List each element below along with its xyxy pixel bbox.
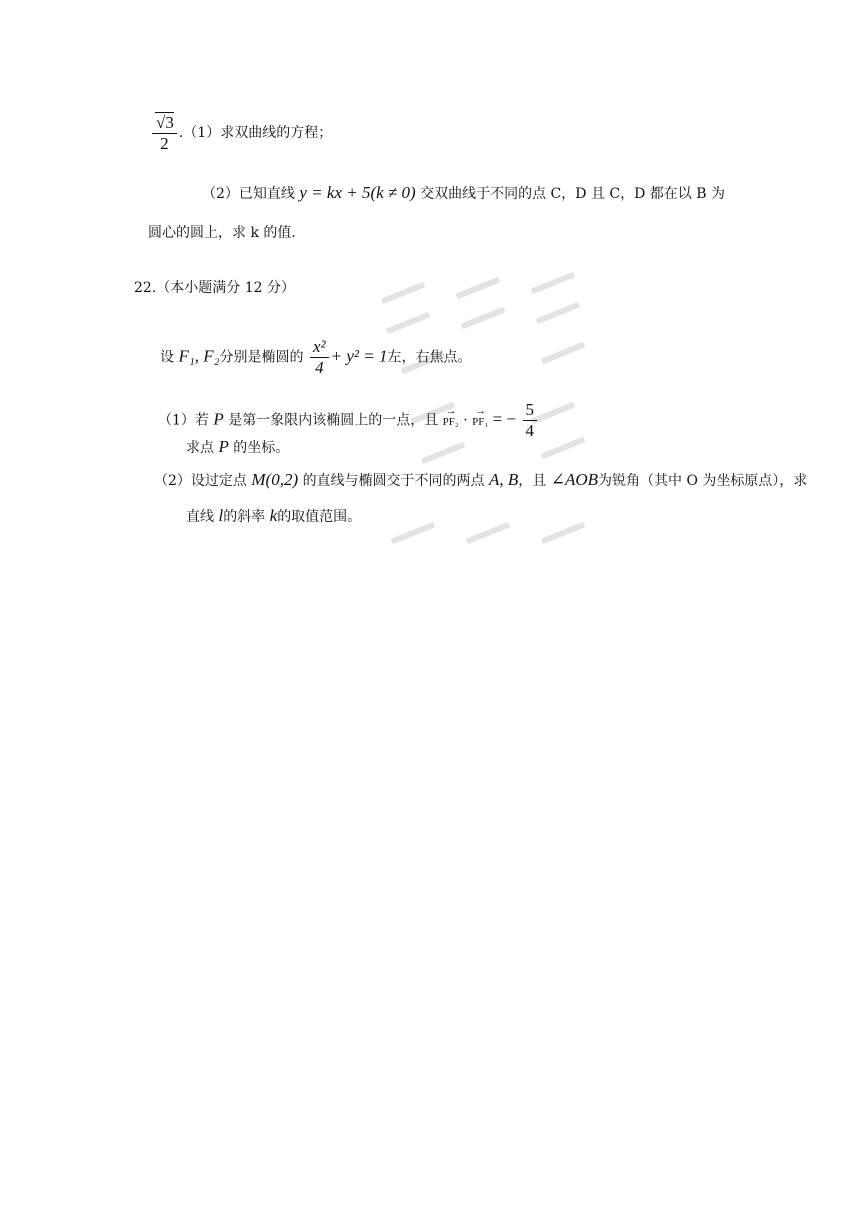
vector-pf1: → PF₁ [472,412,488,432]
sqrt3-over-2 [152,112,177,154]
slope-k: k [269,506,278,525]
points-AB: A, B [489,470,519,489]
q22-part2 [154,470,807,491]
part2-continuation: 圆心的圆上，求 k 的值. [148,225,296,241]
ellipse-den: 4 [315,358,324,377]
p1-fraction [523,400,538,441]
intro-pre: 设 [160,349,174,366]
line-l: l [218,506,224,525]
ellipse-fraction [310,337,329,378]
part2-lead: （2）已知直线 [202,186,295,202]
q22-header [134,278,295,298]
p1-frac-num: 5 [523,400,538,421]
part2-tail: 交双曲线于不同的点 C，D 且 C，D 都在以 B 为 [420,186,725,202]
q22-intro [160,337,472,378]
p2-line2-tail: 的取值范围。 [277,509,362,525]
ellipse-num: x² [310,337,329,358]
p2-mid: 的直线与椭圆交于不同的两点 [302,473,485,489]
foci: F₁, F₂ [178,346,220,366]
p2-line2-mid: 的斜率 [223,509,266,525]
intro-mid: 分别是椭圆的 [219,349,304,366]
period: . [178,125,184,141]
prev-part1-line [150,112,332,154]
prev-part2-cont [148,223,296,243]
p1-line2-pre: 求点 [186,440,214,456]
dot-product: · [463,412,468,429]
frac-numerator: √3 [156,113,174,132]
question-header: 22.（本小题满分 12 分） [134,280,295,296]
vector-pf2: → PF₂ [443,412,459,432]
p1-line2-P: P [218,437,229,456]
prev-part2-line [202,183,725,204]
p2-line2-pre: 直线 [186,509,214,525]
p1-mid: 是第一象限内该椭圆上的一点，且 [228,412,439,429]
p1-pre: （1）若 [158,412,209,429]
line-equation: y = kx + 5(k ≠ 0) [299,183,416,202]
p1-equals: = − [492,409,517,429]
q22-part2-line2 [186,506,361,527]
intro-tail: 左，右焦点。 [387,349,472,366]
point-M: M(0,2) [251,470,299,489]
ellipse-rest: + y² = 1 [330,346,388,366]
angle-AOB: ∠AOB [550,470,599,489]
q22-part1-line2 [186,437,289,458]
frac-denominator: 2 [160,134,169,153]
p2-mid2: ，且 [518,473,547,489]
p2-pre: （2）设过定点 [154,473,247,489]
q22-part1 [158,400,539,441]
p1-frac-den: 4 [525,421,535,440]
p1-line2-tail: 的坐标。 [233,440,290,456]
p1-P: P [213,409,224,429]
part1-text: （1）求双曲线的方程； [183,125,333,141]
p2-tail: 为锐角（其中 O 为坐标原点），求 [598,473,808,489]
